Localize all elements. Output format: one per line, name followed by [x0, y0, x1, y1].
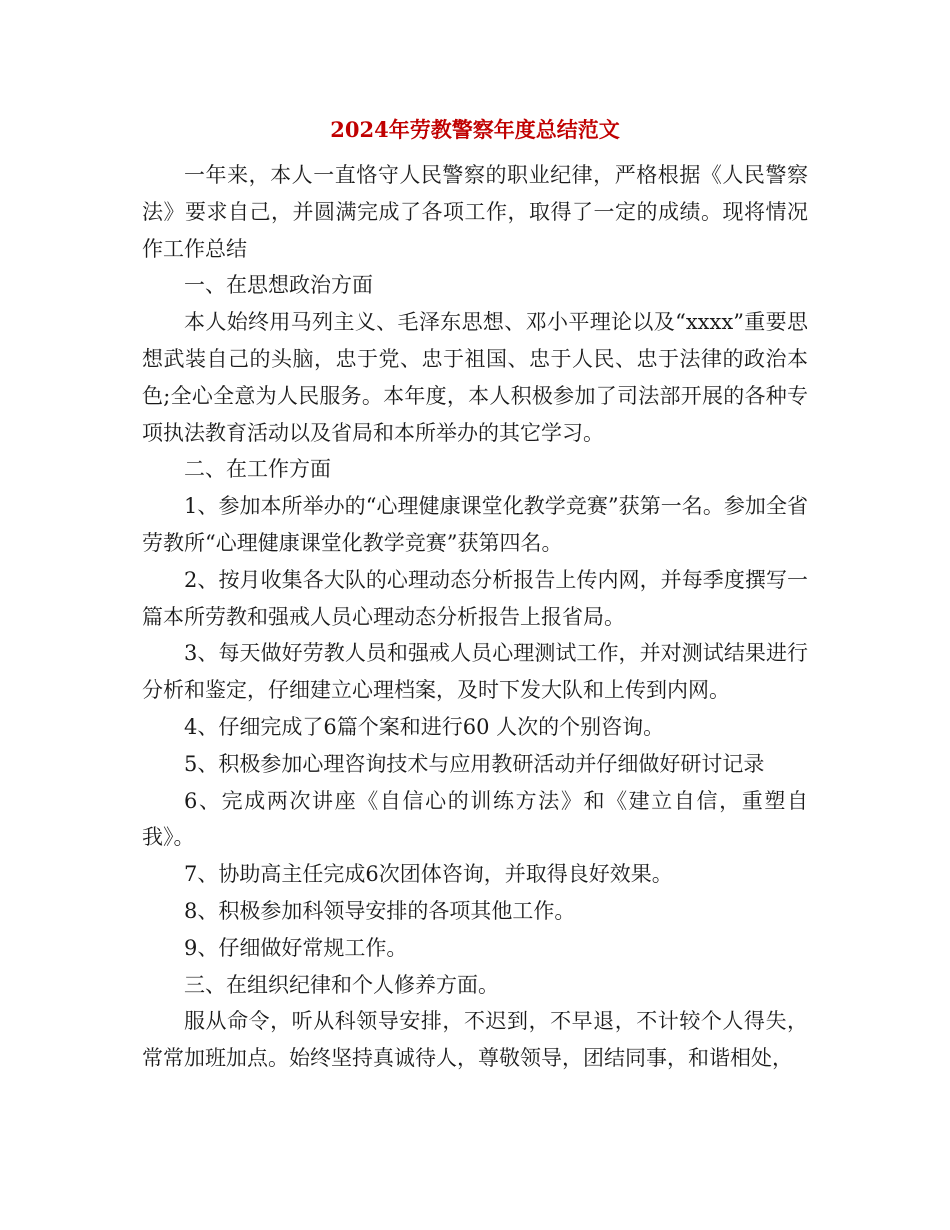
list-item-7: 7、协助高主任完成6次团体咨询，并取得良好效果。	[184, 862, 673, 887]
list-item-9: 9、仔细做好常规工作。	[184, 935, 408, 960]
list-item-5: 5、积极参加心理咨询技术与应用教研活动并仔细做好研讨记录	[184, 751, 765, 776]
section-heading-politics: 一、在思想政治方面	[184, 273, 373, 298]
list-item-6: 6、完成两次讲座《自信心的训练方法》和《建立自信，重塑自我》。	[142, 788, 808, 850]
list-item-2: 2、按月收集各大队的心理动态分析报告上传内网，并每季度撰写一篇本所劳教和强戒人员心理动态分析报告上报省局。	[142, 567, 808, 629]
list-item-8: 8、积极参加科领导安排的各项其他工作。	[184, 898, 576, 923]
paragraph-politics: 本人始终用马列主义、毛泽东思想、邓小平理论以及“xxxx”重要思想武装自己的头脑，忠于党、忠于祖国、忠于人民、忠于法律的政治本色;全心全意为人民服务。本年度，本人积极参加了司法部开展的各种专项执法教育活动以及省局和本所举办的其它学习。	[142, 310, 808, 445]
list-item-4: 4、仔细完成了6篇个案和进行60 人次的个别咨询。	[184, 714, 665, 739]
document-body	[142, 157, 808, 1077]
list-item-3: 3、每天做好劳教人员和强戒人员心理测试工作，并对测试结果进行分析和鉴定，仔细建立心理档案，及时下发大队和上传到内网。	[142, 641, 808, 703]
document-title: 2024年劳教警察年度总结范文	[330, 117, 620, 142]
section-heading-discipline: 三、在组织纪律和个人修养方面。	[184, 972, 499, 997]
paragraph-intro: 一年来，本人一直恪守人民警察的职业纪律，严格根据《人民警察法》要求自己，并圆满完成了各项工作，取得了一定的成绩。现将情况作工作总结	[142, 163, 808, 261]
section-heading-work: 二、在工作方面	[184, 457, 331, 482]
list-item-1: 1、参加本所举办的“心理健康课堂化教学竞赛”获第一名。参加全省劳教所“心理健康课堂化教学竞赛”获第四名。	[142, 494, 808, 555]
paragraph-discipline: 服从命令，听从科领导安排，不迟到，不早退，不计较个人得失，常常加班加点。始终坚持真诚待人，尊敬领导，团结同事，和谐相处，	[142, 1009, 808, 1071]
